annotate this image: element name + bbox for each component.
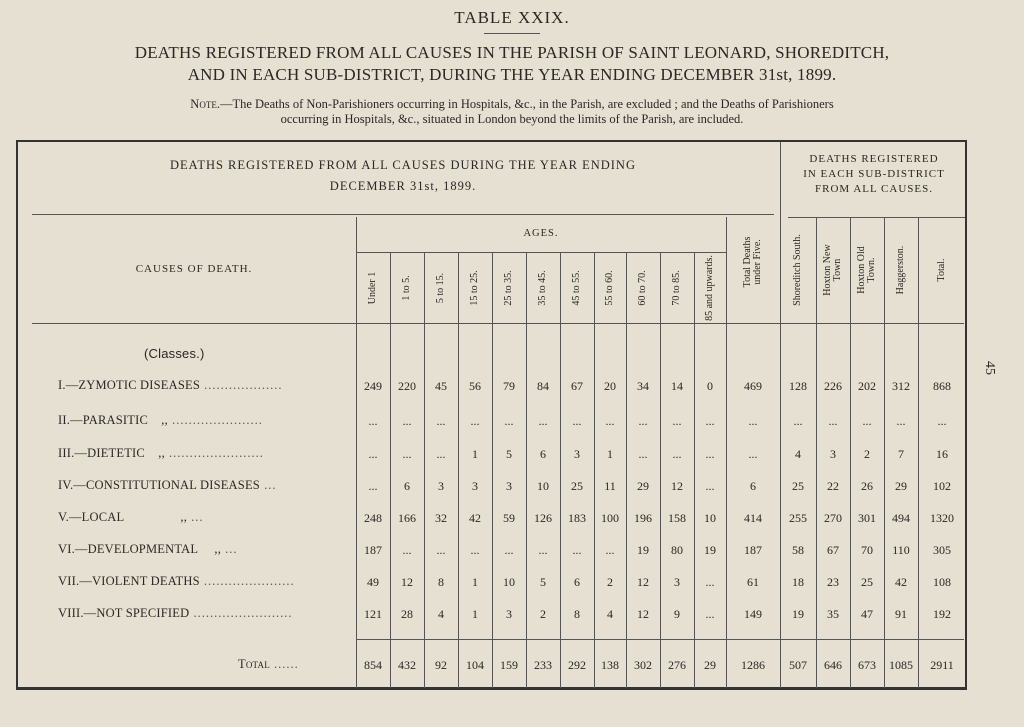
column-rule	[458, 252, 459, 688]
leader-dots: .......................	[164, 446, 264, 460]
causes-header: CAUSES OF DEATH.	[135, 263, 253, 275]
cause-label	[58, 574, 372, 589]
district-cell: ...	[862, 414, 872, 428]
main-title-line-2: AND IN EACH SUB-DISTRICT, DURING THE YEAR ENDING DECEMBER 31st, 1899.	[187, 65, 837, 84]
right-header-rule	[788, 217, 965, 218]
district-cell: 47	[861, 607, 873, 621]
district-cell: 70	[861, 543, 873, 557]
column-rule	[560, 252, 561, 688]
right-header-line-2: IN EACH SUB-DISTRICT	[803, 168, 945, 180]
age-cell: ...	[368, 479, 378, 493]
right-header-line-1: DEATHS REGISTERED	[809, 153, 939, 165]
age-cell: 3	[574, 447, 580, 461]
age-cell: 1	[472, 607, 478, 621]
age-cell: 158	[668, 511, 686, 525]
age-cell: 6	[540, 447, 546, 461]
age-cell: 276	[668, 658, 686, 672]
leader-dots: ......................	[167, 413, 263, 427]
total-cell: 102	[933, 479, 951, 493]
age-cell: 432	[398, 658, 416, 672]
total-cell: 868	[933, 379, 951, 393]
age-cell: 187	[364, 543, 382, 557]
age-cell: 10	[503, 575, 515, 589]
district-cell: 67	[827, 543, 839, 557]
mortality-table	[16, 140, 967, 690]
age-cell: 166	[398, 511, 416, 525]
district-cell: 22	[827, 479, 839, 493]
under-five-cell: ...	[748, 414, 758, 428]
age-cell: 10	[704, 511, 716, 525]
district-cell: 646	[824, 658, 842, 672]
age-cell: ...	[605, 414, 615, 428]
age-cell: 1	[607, 447, 613, 461]
district-cell: 19	[792, 607, 804, 621]
cause-name: VII.—VIOLENT DEATHS	[58, 574, 200, 588]
total-cell: ...	[937, 414, 947, 428]
age-cell: 2	[607, 575, 613, 589]
district-cell: 4	[795, 447, 801, 461]
age-cell: 233	[534, 658, 552, 672]
under-five-cell: 187	[744, 543, 762, 557]
cause-name: Total	[238, 657, 270, 671]
cause-name: II.—PARASITIC ,,	[58, 413, 168, 427]
leader-dots: ...	[259, 478, 277, 492]
cause-name: IV.—CONSTITUTIONAL DISEASES	[58, 478, 260, 492]
age-cell: 100	[601, 511, 619, 525]
under-five-column-header: Total Deaths under Five.	[742, 236, 763, 288]
left-header-line-2: DECEMBER 31st, 1899.	[329, 179, 477, 193]
age-cell: 56	[469, 379, 481, 393]
age-cell: ...	[504, 543, 514, 557]
district-cell: 2	[864, 447, 870, 461]
district-cell: ...	[793, 414, 803, 428]
district-cell: 25	[792, 479, 804, 493]
age-cell: 3	[506, 607, 512, 621]
age-cell: ...	[638, 447, 648, 461]
age-cell: ...	[538, 543, 548, 557]
age-cell: 32	[435, 511, 447, 525]
cause-label	[58, 378, 372, 393]
column-rule	[526, 252, 527, 688]
age-cell: 12	[637, 607, 649, 621]
age-column-header: 35 to 45.	[537, 270, 548, 306]
district-cell: 312	[892, 379, 910, 393]
age-cell: ...	[538, 414, 548, 428]
age-cell: ...	[572, 543, 582, 557]
age-cell: ...	[402, 447, 412, 461]
district-cell: ...	[828, 414, 838, 428]
age-cell: 42	[469, 511, 481, 525]
district-cell: 255	[789, 511, 807, 525]
age-cell: 12	[637, 575, 649, 589]
under-five-cell: 469	[744, 379, 762, 393]
total-cell: 16	[936, 447, 948, 461]
cause-name: III.—DIETETIC ,,	[58, 446, 165, 460]
age-cell: 79	[503, 379, 515, 393]
right-header-line-3: FROM ALL CAUSES.	[815, 183, 933, 195]
cause-label	[58, 542, 372, 557]
age-column-header: 1 to 5.	[401, 275, 412, 301]
age-column-header: 85 and upwards.	[704, 255, 715, 321]
district-cell: 673	[858, 658, 876, 672]
age-cell: 6	[574, 575, 580, 589]
age-cell: 14	[671, 379, 683, 393]
age-cell: ...	[705, 575, 715, 589]
total-cell: 192	[933, 607, 951, 621]
age-cell: ...	[436, 543, 446, 557]
age-cell: ...	[705, 414, 715, 428]
district-cell: 301	[858, 511, 876, 525]
district-column-header: Hoxton Old Town.	[856, 246, 877, 294]
age-cell: ...	[605, 543, 615, 557]
total-cell: 108	[933, 575, 951, 589]
leader-dots: ......................	[199, 574, 295, 588]
leader-dots: ......	[269, 657, 299, 671]
column-rule	[390, 252, 391, 688]
age-cell: ...	[705, 479, 715, 493]
age-column-header: 60 to 70.	[637, 270, 648, 306]
district-cell: 110	[892, 543, 910, 557]
district-column-header: Shoreditch South.	[792, 234, 803, 306]
under-five-cell: 1286	[741, 658, 765, 672]
under-five-cell: 61	[747, 575, 759, 589]
district-cell: 3	[830, 447, 836, 461]
note-line-1: —The Deaths of Non-Parishioners occurring in Hospitals, &c., in the Parish, are excluded ; and the Deaths of Parishioners	[219, 97, 834, 111]
table-title: TABLE XXIX.	[454, 8, 570, 27]
age-cell: 0	[707, 379, 713, 393]
age-cell: 1	[472, 447, 478, 461]
district-cell: 23	[827, 575, 839, 589]
age-column-header: Under 1	[367, 271, 378, 305]
district-cell: 1085	[889, 658, 913, 672]
total-label	[238, 657, 358, 672]
age-cell: 4	[607, 607, 613, 621]
left-header-rule	[32, 214, 774, 215]
column-rule	[492, 252, 493, 688]
under-five-cell: 6	[750, 479, 756, 493]
note-line-2: occurring in Hospitals, &c., situated in London beyond the limits of the Parish, are included.	[280, 112, 744, 126]
age-cell: ...	[638, 414, 648, 428]
age-cell: 19	[637, 543, 649, 557]
age-column-header: 5 to 15.	[435, 272, 446, 304]
age-cell: ...	[672, 447, 682, 461]
age-cell: 138	[601, 658, 619, 672]
district-cell: 270	[824, 511, 842, 525]
district-cell: 202	[858, 379, 876, 393]
age-cell: 6	[404, 479, 410, 493]
age-cell: 3	[438, 479, 444, 493]
age-column-header: 45 to 55.	[571, 270, 582, 306]
age-cell: 249	[364, 379, 382, 393]
left-header	[32, 155, 774, 197]
age-cell: ...	[402, 414, 412, 428]
age-cell: 159	[500, 658, 518, 672]
leader-dots: ........................	[189, 606, 293, 620]
cause-label	[58, 478, 372, 493]
age-cell: 9	[674, 607, 680, 621]
column-rule	[424, 252, 425, 688]
age-cell: 1	[472, 575, 478, 589]
left-header-line-1: DEATHS REGISTERED FROM ALL CAUSES DURING THE YEAR ENDING	[170, 158, 636, 172]
district-cell: 35	[827, 607, 839, 621]
district-column-header: Haggerston.	[895, 245, 906, 295]
age-cell: ...	[368, 414, 378, 428]
district-cell: 26	[861, 479, 873, 493]
age-cell: 25	[571, 479, 583, 493]
age-cell: 67	[571, 379, 583, 393]
age-cell: 2	[540, 607, 546, 621]
age-cell: ...	[368, 447, 378, 461]
cause-label	[58, 606, 372, 621]
column-rule	[594, 252, 595, 688]
age-cell: ...	[470, 414, 480, 428]
page-number: 45	[982, 361, 997, 375]
age-cell: 8	[438, 575, 444, 589]
age-cell: 11	[604, 479, 616, 493]
cause-label	[58, 510, 372, 525]
district-cell: 128	[789, 379, 807, 393]
age-cell: 80	[671, 543, 683, 557]
age-cell: ...	[705, 447, 715, 461]
leader-dots: ...	[187, 510, 204, 524]
age-cell: 84	[537, 379, 549, 393]
age-cell: 302	[634, 658, 652, 672]
district-cell: ...	[896, 414, 906, 428]
age-cell: ...	[572, 414, 582, 428]
district-cell: 29	[895, 479, 907, 493]
age-column-header: 25 to 35.	[503, 270, 514, 306]
age-cell: 104	[466, 658, 484, 672]
age-cell: ...	[672, 414, 682, 428]
age-cell: 220	[398, 379, 416, 393]
district-cell: 25	[861, 575, 873, 589]
district-cell: 7	[898, 447, 904, 461]
age-cell: 12	[671, 479, 683, 493]
age-column-header: 55 to 60.	[604, 270, 615, 306]
age-cell: 20	[604, 379, 616, 393]
cause-label	[58, 413, 372, 428]
cause-name: VI.—DEVELOPMENTAL ,,	[58, 542, 222, 556]
age-cell: 59	[503, 511, 515, 525]
age-cell: 34	[637, 379, 649, 393]
age-cell: ...	[705, 607, 715, 621]
age-cell: 292	[568, 658, 586, 672]
age-cell: 5	[506, 447, 512, 461]
age-cell: 126	[534, 511, 552, 525]
age-cell: 12	[401, 575, 413, 589]
column-rule	[626, 252, 627, 688]
right-header	[781, 152, 967, 197]
main-title	[0, 42, 1024, 86]
cause-label	[58, 446, 372, 461]
age-cell: ...	[436, 414, 446, 428]
age-cell: 29	[637, 479, 649, 493]
age-cell: 3	[506, 479, 512, 493]
age-cell: 121	[364, 607, 382, 621]
title-rule	[484, 33, 540, 34]
leader-dots: ...................	[200, 378, 283, 392]
district-cell: 226	[824, 379, 842, 393]
age-cell: 29	[704, 658, 716, 672]
age-cell: ...	[470, 543, 480, 557]
age-cell: 3	[674, 575, 680, 589]
classes-label: (Classes.)	[144, 346, 205, 361]
age-cell: 854	[364, 658, 382, 672]
age-cell: 5	[540, 575, 546, 589]
column-rule	[660, 252, 661, 688]
ages-header: AGES.	[523, 228, 559, 239]
total-cell: 305	[933, 543, 951, 557]
district-cell: 91	[895, 607, 907, 621]
cause-name: V.—LOCAL ,,	[58, 510, 188, 524]
total-cell: 2911	[930, 658, 954, 672]
column-rule	[694, 252, 695, 688]
age-cell: 196	[634, 511, 652, 525]
main-title-line-1: DEATHS REGISTERED FROM ALL CAUSES IN THE PARISH OF SAINT LEONARD, SHOREDITCH,	[134, 43, 890, 62]
age-cell: 10	[537, 479, 549, 493]
age-cell: 3	[472, 479, 478, 493]
under-five-cell: 414	[744, 511, 762, 525]
age-column-header: 70 to 85.	[671, 270, 682, 306]
district-column-header: Hoxton New Town	[822, 244, 843, 296]
cause-name: VIII.—NOT SPECIFIED	[58, 606, 190, 620]
district-cell: 18	[792, 575, 804, 589]
district-cell: 507	[789, 658, 807, 672]
total-cell: 1320	[930, 511, 954, 525]
note	[0, 97, 1024, 127]
district-cell: 58	[792, 543, 804, 557]
cause-name: I.—ZYMOTIC DISEASES	[58, 378, 200, 392]
under-five-cell: ...	[748, 447, 758, 461]
age-cell: 183	[568, 511, 586, 525]
total-column-header: Total.	[936, 258, 947, 282]
age-cell: 45	[435, 379, 447, 393]
age-cell: 4	[438, 607, 444, 621]
note-label: Note.	[190, 97, 220, 111]
age-cell: 92	[435, 658, 447, 672]
age-cell: ...	[436, 447, 446, 461]
under-five-cell: 149	[744, 607, 762, 621]
age-cell: 19	[704, 543, 716, 557]
age-cell: 248	[364, 511, 382, 525]
age-cell: ...	[402, 543, 412, 557]
district-cell: 42	[895, 575, 907, 589]
leader-dots: ...	[221, 542, 238, 556]
district-cell: 494	[892, 511, 910, 525]
age-cell: 49	[367, 575, 379, 589]
age-cell: 8	[574, 607, 580, 621]
age-cell: 28	[401, 607, 413, 621]
age-column-header: 15 to 25.	[469, 270, 480, 306]
age-cell: ...	[504, 414, 514, 428]
